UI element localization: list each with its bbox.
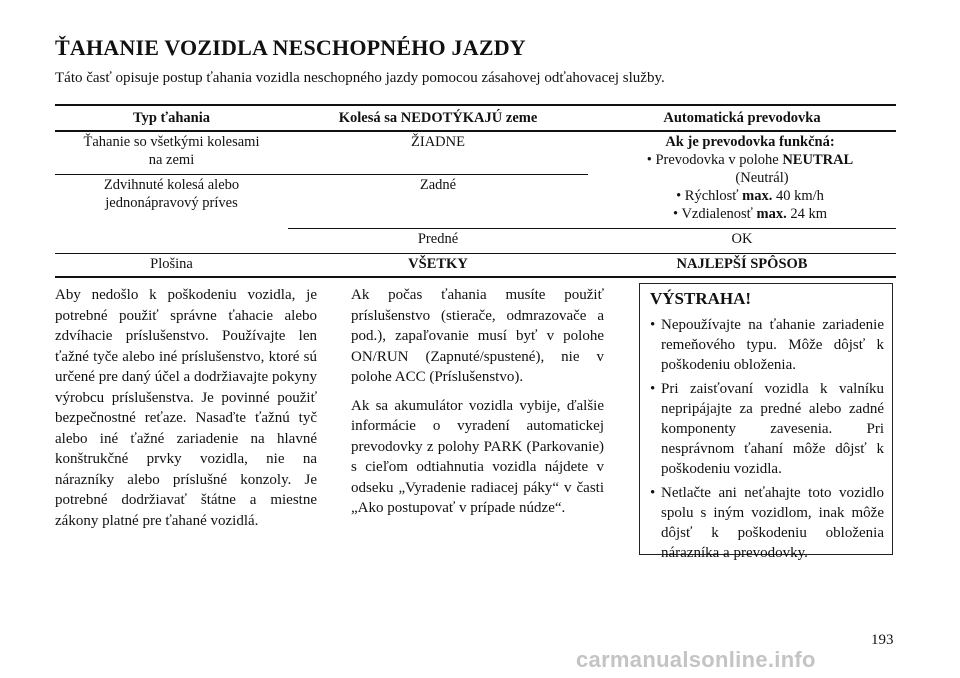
warning-title: VÝSTRAHA!: [650, 289, 752, 308]
warning-list: [650, 315, 884, 563]
cell-tow-type: Zdvihnuté kolesá alebo jednonápravový príves: [103, 177, 240, 211]
warning-item: • Netlačte ani neťahajte toto vozidlo spolu s iným vozidlom, inak môže dôjsť k poškodeniu obloženia nárazníka a prevodovky.: [650, 485, 884, 561]
watermark: carmanualsonline.info: [576, 647, 816, 672]
cell-tow-type: Ťahanie so všetkými kolesami na zemi: [55, 131, 288, 175]
auto-condition-item: • Prevodovka v polohe NEUTRAL: [646, 152, 854, 168]
auto-condition-item: • Rýchlosť max. 40 km/h: [676, 188, 824, 204]
header-automatic-transmission: Automatická prevodovka: [588, 105, 896, 131]
warning-item: • Pri zaisťovaní vozidla k valníku nepripájajte za predné alebo zadné komponenty zavesenia. Pri nesprávnom ťahaní môže dôjsť k poškodeniu vozidla.: [650, 381, 884, 477]
cell-wheels: ŽIADNE: [288, 131, 588, 175]
body-paragraph: Ak počas ťahania musíte použiť príslušenstvo (stierače, odmrazovače a pod.), zapaľovanie musí byť v polohe ON/RUN (Zapnuté/spustené), nie v polohe ACC (Príslušenstvo).: [351, 287, 604, 385]
warning-item: • Nepoužívajte na ťahanie zariadenie remeňového typu. Môže dôjsť k poškodeniu obloženia.: [650, 317, 884, 373]
auto-condition-heading: Ak je prevodovka funkčná:: [665, 134, 835, 150]
bullet-icon: •: [650, 381, 656, 397]
warning-box: [639, 283, 893, 561]
table-row: [55, 131, 896, 175]
header-wheels-off-ground: Kolesá sa NEDOTÝKAJÚ zeme: [288, 105, 588, 131]
page-number: 193: [871, 632, 894, 648]
cell-auto: NAJLEPŠÍ SPÔSOB: [588, 254, 896, 278]
cell-auto: OK: [588, 229, 896, 254]
bullet-icon: •: [650, 485, 656, 501]
auto-condition-item-cont: (Neutrál): [735, 170, 789, 186]
auto-condition-item: • Vzdialenosť max. 24 km: [672, 206, 827, 222]
cell-automatic-conditions: [588, 131, 896, 229]
body-column-1: Aby nedošlo k poškodeniu vozidla, je potrebné použiť správne ťahacie alebo zdvíhacie príslušenstvo. Používajte len ťažné tyče alebo iné príslušenstvo, ktoré sú určené pre daný účel a dodržiavajte pokyny výrobcu príslušenstva. Je povinné použiť bezpečnostné reťaze. Nasaďte ťažnú tyč alebo iné ťažné zariadenie na hlavné konštrukčné prvky vozidla, nie na nárazníky alebo príslušné konzoly. Je potrebné dodržiavať štátne a miestne zákony platné pre ťahané vozidlá.: [55, 287, 317, 529]
cell-tow-type: Plošina: [55, 254, 288, 278]
table-header-row: [55, 105, 896, 131]
cell-wheels: Zadné: [419, 177, 457, 193]
header-tow-type: Typ ťahania: [55, 105, 288, 131]
cell-wheels: VŠETKY: [288, 254, 588, 278]
body-column-2: [351, 285, 604, 527]
cell-wheels: Predné: [288, 229, 588, 254]
page-title: ŤAHANIE VOZIDLA NESCHOPNÉHO JAZDY: [55, 35, 526, 60]
towing-table: [55, 104, 896, 278]
bullet-icon: •: [650, 317, 656, 333]
intro-text: Táto časť opisuje postup ťahania vozidla neschopného jazdy pomocou zásahovej odťahovacej služby.: [55, 70, 665, 86]
body-paragraph: Ak sa akumulátor vozidla vybije, ďalšie informácie o vyradení automatickej prevodovky z polohy PARK (Parkovanie) s cieľom odtiahnutia vozidla nájdete v odseku „Vyradenie radiacej páky“ v časti „Ako postupovať v prípade núdze“.: [351, 397, 604, 516]
table-row: [55, 254, 896, 278]
